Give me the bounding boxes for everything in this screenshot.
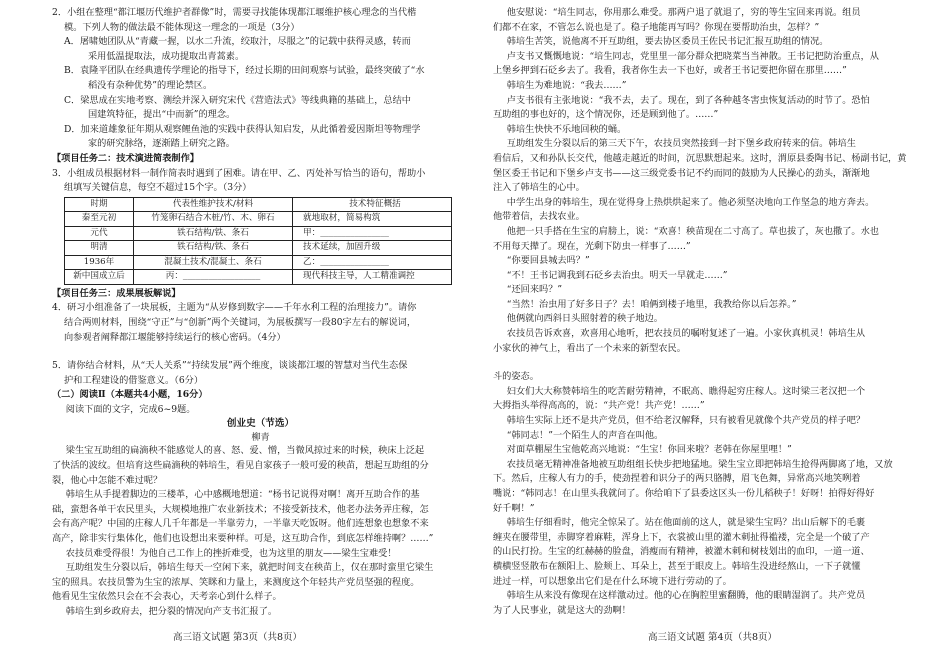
page-footer-left: 高三语文试题 第3页（共8页） bbox=[172, 632, 303, 643]
text-line: 国建筑特征，提出“中而新”的理念。 bbox=[88, 109, 236, 121]
table-cell: 丙：__________________ bbox=[134, 270, 293, 285]
text-line bbox=[493, 356, 936, 370]
text-line: 嘴说：“韩同志！在山里头我就问了。你给咱下了县委这区头一份儿稻秧子！好呀！拍得好得好 bbox=[493, 488, 875, 499]
table-row bbox=[65, 255, 452, 270]
table-cell: 元代 bbox=[65, 226, 134, 241]
text-line: “韩同志！”一个陌生人的声音在叫他。 bbox=[506, 429, 664, 441]
text-line: 他带着信，去找农业。 bbox=[493, 211, 585, 223]
text-line: 下。然后，庄稼人有力的手，使劲捏着和识分子的两只胳膊，眉飞色舞，异常高兴地笑咧着 bbox=[493, 473, 861, 485]
text-line: 的山民打扮。生宝的红赫赫的脸盘，消瘦而有精神，被灌木刺和树枝划出的血印，一道一道、 bbox=[493, 546, 870, 558]
story-title: 创业史（节选） bbox=[226, 418, 295, 430]
table-cell: 明清 bbox=[65, 241, 134, 256]
text-line: 3．小组成员根据材料一制作简表时遇到了困难。请在甲、乙、丙处补写恰当的语句，帮助小 bbox=[52, 167, 426, 179]
text-line: 5．请你结合材料，从“天人关系”“持续发展”两个维度，谈谈都江堰的智慧对当代生态保 bbox=[52, 360, 408, 372]
text-line: 农技员难受得很！为他自己工作上的挫折难受，也为这里的朋友——梁生宝难受！ bbox=[65, 547, 397, 559]
text-line: 卢支书很有主张地说：“我不去，去了。现在，到了各种越冬害虫恢复活动的时节了。恐怕 bbox=[506, 94, 870, 106]
text-line: “不！王书记调我到石砭乡去治虫。明天一早就走……” bbox=[506, 269, 728, 281]
text-line: 护和工程建设的借鉴意义。（6分） bbox=[64, 374, 204, 386]
table-cell: 甲：________________ bbox=[293, 226, 452, 241]
text-line: 阅读下面的文字，完成6~9题。 bbox=[65, 403, 196, 415]
text-line: 韩培生为难地说：“我去……” bbox=[506, 79, 627, 91]
table-cell: 就地取材，简易构筑 bbox=[293, 212, 452, 227]
text-line: 2．小组在整理“都江堰历代维护者群像”时，需要寻找能体现都江堰维护核心理念的当代楷 bbox=[52, 7, 417, 18]
tech-table bbox=[64, 197, 452, 285]
text-line: A．屠啸她团队从“青藏一握，以水二升流，绞取汁，尽服之”的记载中获得灵感，转而 bbox=[64, 36, 411, 48]
text-line: 互助组发生分裂以后的第三天下午，农技员突然接到一封下堡乡政府转来的信。韩培生 bbox=[506, 138, 856, 150]
table-row bbox=[65, 226, 452, 241]
table-cell: 秦至元初 bbox=[65, 212, 134, 227]
text-line: 【项目任务三：成果展板解说】 bbox=[52, 287, 181, 299]
table-cell: 混凝土技术/混凝土、条石 bbox=[134, 255, 293, 270]
text-line: 韩培生实际上还不是共产党员，但不给老汉解释，只有被看见就像个共产党员的样子吧？ bbox=[506, 415, 866, 427]
left-top-block bbox=[52, 6, 469, 196]
text-line: 会有高产呢？中国的庄稼人几千年都是一半靠劳力，一半靠天吃饭呀。他们连想象也想象不来 bbox=[52, 518, 429, 530]
page-footer-right: 高三语文试题 第4页（共8页） bbox=[647, 632, 778, 643]
text-line: 不用每天撵了。现在，光剩下防虫一样事了……” bbox=[493, 240, 691, 252]
text-line: 缠夹在腰带里，赤脚穿着麻鞋，浑身上下，衣裳被山里的灌木刺扯得褴褛，完全是一个破了产 bbox=[493, 531, 870, 543]
text-line: 他把一只手搭在生宝的肩膀上，说：“欢喜！秧苗现在二寸高了。草也拔了，灰也撒了。水也 bbox=[506, 225, 879, 237]
text-line: B．袁隆平团队在经典遗传学理论的指导下，经过长期的田间观察与试验，最终突破了“水 bbox=[64, 65, 425, 77]
text-line: 高产，除非实行集体化，他们也设想出来要种样。可是，这互助合作，到底怎样维持啊？……” bbox=[52, 533, 434, 545]
text-line: “你要回县城去吗？” bbox=[506, 255, 590, 267]
text-line: “当然！治虫用了好多日子？去！咱俩到楼子地里，我教给你以后怎养。” bbox=[506, 298, 797, 310]
text-line: 梁生宝互助组的扁滴秧不能感觉人的喜、怒、爱、憎，当微风掠过来的时候，秧床上泛起 bbox=[65, 445, 425, 457]
table-cell: 竹笼卵石结合木桩/竹、木、卵石 bbox=[134, 212, 293, 227]
text-line: 他安慰说：“培生同志，你用那么难受。那两户退了就退了，穷的等生宝回来再说。组员 bbox=[506, 7, 861, 18]
text-line: 为了人民事业，就是这大的劲啊！ bbox=[493, 604, 631, 616]
text-line: 4．研习小组准备了一块展板，主题为“从岁修到数字——千年水利工程的治理接力”。请你 bbox=[52, 302, 417, 314]
text-line: 稻没有杂种优势”的理论禁区。 bbox=[88, 79, 213, 91]
table-cell: 铁石结构/铁、条石 bbox=[134, 226, 293, 241]
right-text-block bbox=[493, 6, 936, 618]
text-line: 家的研究脉络，逐渐踏上研究之路。 bbox=[88, 138, 235, 150]
text-line: D．加来道雄象征年期从观察鲤鱼池的实践中获得认知启发，从此循着爱因斯坦等物理学 bbox=[64, 123, 421, 135]
text-line: 韩培生苦笑，说他离不开互助组，要去协区委员王佐民书记汇报互助组的情况。 bbox=[506, 36, 829, 48]
text-line: 韩培生到乡政府去，把分裂的情况向产支书汇报了。 bbox=[65, 606, 278, 617]
text-line: 好千啊！” bbox=[493, 502, 535, 514]
text-line: 农技员告诉欢喜，欢喜用心地听，把农技员的嘱咐复述了一遍。小家伙真机灵！韩培生从 bbox=[506, 328, 866, 340]
text-line: 农技员毫无精神准备地被互助组组长快步把地猛地。梁生宝立即把韩培生抢得两脚离了地，又放 bbox=[506, 458, 893, 470]
text-line: 了快活的波纹。但培育这些扁滴秧的韩培生，看见自家孩子一般可爱的秧苗，想起互助组的分 bbox=[52, 460, 429, 472]
story-author: 柳青 bbox=[251, 432, 270, 444]
right-page bbox=[475, 0, 950, 646]
text-line: 堡区委王书记和下堡乡卢支书——这三级党委书记不约而同的鼓励为人民操心的劲头，渐渐地 bbox=[493, 167, 870, 179]
text-line: 模。下列人物的做法最不能体现这一理念的一项是（3分） bbox=[64, 21, 300, 33]
table-row bbox=[65, 212, 452, 227]
text-line: 卢支书又慨慨地说：“培生同志，党里里一部分群众把晓菜当当神散。王书记把防治重点，从 bbox=[506, 50, 879, 62]
table-cell: 时期 bbox=[65, 197, 134, 212]
text-line: 组填写关键信息，每空不超过15个字。（3分） bbox=[64, 182, 252, 194]
table-cell: 新中国成立后 bbox=[65, 270, 134, 285]
text-line: 韩培生快快不乐地回秧的蛹。 bbox=[506, 123, 627, 135]
table-cell: 代表性维护技术/材料 bbox=[134, 197, 293, 212]
text-line: 上堡乡押到石砭乡去了。我看，我者你生去一下也好，或者王书记要把你留在那里……” bbox=[493, 65, 847, 77]
text-line: 他俩就向西斜日头照射着的秧子地边。 bbox=[506, 313, 663, 325]
text-line: “还回来吗？” bbox=[506, 284, 563, 296]
table-header-row bbox=[65, 197, 452, 212]
table-row bbox=[65, 241, 452, 256]
text-line: 注入了韩培生的心中。 bbox=[493, 182, 585, 194]
table-cell: 技术延续，加固升级 bbox=[293, 241, 452, 256]
text-line: 们都不在家，不管怎么说也是了。稳子地能再写吗？你现在要帮助治虫，怎样？” bbox=[493, 21, 820, 33]
text-line: 础，蛮想各单干农民里头，大规模地推广农业新技术；不接受新技术，他老办法务弄庄稼，怎 bbox=[52, 503, 429, 515]
text-line: 宝的照具。农技员警为生宝的浓厚、笑眯和力量上，来测度这个年轻共产党员坚强的程度。 bbox=[52, 576, 420, 588]
text-line: 对面草棚屋生宝他乾高兴地说：“生宝！你回来啦？老韩在你屋里哩！” bbox=[506, 444, 792, 456]
table-cell: 1936年 bbox=[65, 255, 134, 270]
table-row bbox=[65, 270, 452, 285]
text-line: 小家伙的神气上，看出了一个未来的新型农民。 bbox=[493, 342, 686, 354]
table-cell: 现代科技主导，人工精准调控 bbox=[293, 270, 452, 285]
text-line: 他看见生宝依然只会在不会表心，天考亲心到什么样子。 bbox=[52, 591, 282, 603]
text-line: 看信后，又和孙队长交代，他越走越近的时间，沉思默想起来。这时，渭原县委陶书记、杨副书记，黄 bbox=[493, 152, 907, 164]
left-mid-block bbox=[52, 287, 469, 418]
text-line: 妇女们大大称赞韩培生的吃苦耐劳精神，不眠高、瞧得起穷庄稼人。这时梁三老汉把一个 bbox=[506, 385, 866, 397]
table-cell: 铁石结构/铁、条石 bbox=[134, 241, 293, 256]
text-line: （二）阅读Ⅱ（本题共4小题，16分） bbox=[52, 389, 208, 401]
text-line: 【项目任务二：技术演进简表制作】 bbox=[52, 152, 199, 164]
text-line: 向参观者阐释都江堰能够持续运行的核心密码。（4分） bbox=[64, 331, 286, 343]
text-line: 横横竖竖散布在额阳上、脸颊上、耳朵上，甚至于眼皮上。韩培生没进经熬山，一下子就懂 bbox=[493, 560, 861, 572]
text-line: 结合两则材料，围绕“守正”与“创新”两个关键词，为展板撰写一段80字左右的解说词， bbox=[64, 316, 417, 328]
text-line: 互助组的事也好的，这个情况你，还是顾到他了。……” bbox=[493, 109, 719, 121]
table-cell: 乙：________________ bbox=[293, 255, 452, 270]
text-line: 韩培生从手提着脚边的三楼革，心中感概地想道：“杨书记说得对啊！离开互助合作的基 bbox=[65, 489, 420, 501]
text-line: 中学生出身的韩培生，现在觉得身上热烘烘起来了。他必须坚决地向工作坚急的地方奔去。 bbox=[506, 196, 875, 208]
text-line: 大拇指头举得高高的，说：“共产党！共产党！……” bbox=[493, 400, 705, 412]
table-cell: 技术特征概括 bbox=[293, 197, 452, 212]
text-line bbox=[52, 345, 469, 359]
text-line: 裂，他心中怎能不难过呢？ bbox=[52, 474, 163, 486]
text-line: C．梁思成在实地考察、测绘并深入研究宋代《营造法式》等线典籍的基础上，总结中 bbox=[64, 94, 411, 106]
text-line: 韩培生从来没有像现在这样激动过。他的心在胸腔里蜜翻腾，他的眼睛湿润了。共产党员 bbox=[506, 590, 866, 602]
text-line: 进过一样，可以想象出它们是在什么环境下进行劳动的了。 bbox=[493, 575, 732, 587]
text-line: 采用低温提取法，成功提取出青蒿素。 bbox=[88, 50, 245, 62]
text-line: 韩培生仔细看时，他完全惊呆了。站在他面前的这人，就是梁生宝吗？出山后解下的毛裹 bbox=[506, 517, 866, 529]
story-text bbox=[52, 444, 469, 619]
text-line: 斗的姿态。 bbox=[493, 371, 539, 383]
text-line: 互助组发生分裂以后，韩培生每天一空闲下来，就把时间支在秧苗上，仅在那时蛮里它梁生 bbox=[65, 562, 434, 574]
